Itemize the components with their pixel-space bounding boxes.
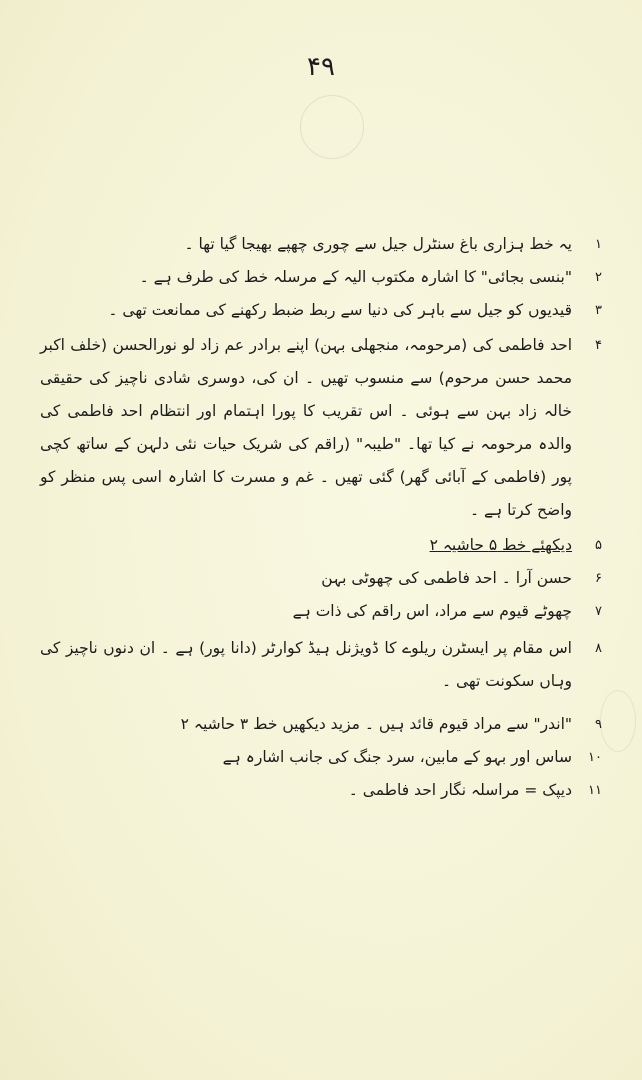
bleed-through-oval — [600, 690, 636, 752]
footnote-text: ساس اور بہو کے مابین، سرد جنگ کی جانب اشارہ ہے — [222, 748, 572, 766]
footnote-text: یہ خط ہزاری باغ سنٹرل جیل سے چوری چھپے بھیجا گیا تھا ۔ — [184, 235, 572, 253]
footnote-number: ۲ — [595, 270, 602, 285]
footnote-text: حسن آرا ۔ احد فاطمی کی چھوٹی بہن — [321, 569, 572, 587]
footnote-number: ۴ — [595, 338, 602, 353]
footnote-number: ۵ — [595, 538, 602, 553]
bleed-through-circle — [300, 95, 364, 159]
footnotes-list — [40, 228, 602, 807]
footnote-8 — [40, 632, 602, 698]
footnote-9 — [40, 708, 602, 741]
footnote-number: ۹ — [595, 717, 602, 732]
footnote-7 — [40, 595, 602, 628]
footnote-text: "بنسی بجائی" کا اشارہ مکتوب الیہ کے مرسلہ خط کی طرف ہے ۔ — [139, 268, 572, 286]
footnote-text: دیکھئے خط ۵ حاشیہ ۲ — [429, 536, 572, 554]
footnote-text: قیدیوں کو جیل سے باہر کی دنیا سے ربط ضبط رکھنے کی ممانعت تھی ۔ — [108, 301, 572, 319]
footnote-number: ۱۰ — [588, 750, 602, 765]
footnote-number: ۷ — [595, 604, 602, 619]
footnote-text: دیپک = مراسلہ نگار احد فاطمی ۔ — [348, 781, 572, 799]
footnote-10 — [40, 741, 602, 774]
footnote-4 — [40, 329, 602, 527]
footnote-text: اس مقام پر ایسٹرن ریلوے کا ڈویژنل ہیڈ کوارٹر (دانا پور) ہے ۔ ان دنوں ناچیز کی وہاں سکونت تھی ۔ — [40, 639, 572, 690]
footnote-text: چھوٹے قیوم سے مراد، اس راقم کی ذات ہے — [292, 602, 572, 620]
footnote-number: ۶ — [595, 571, 602, 586]
footnote-6 — [40, 562, 602, 595]
footnote-text: "اندر" سے مراد قیوم قائد ہیں ۔ مزید دیکھیں خط ۳ حاشیہ ۲ — [180, 715, 572, 733]
footnote-1 — [40, 228, 602, 261]
footnote-text: احد فاطمی کی (مرحومہ، منجھلی بہن) اپنے برادر عم زاد لو نورالحسن (خلف اکبر محمد حسن مرحوم) سے منسوب تھیں ۔ ان کی، دوسری شادی ناچیز کی حقیقی خالہ زاد بہن سے ہوئی ۔ اس تقریب کا پورا اہتمام اور انتظام احد فاطمی کی والدہ مرحومہ نے کیا تھا۔ "طیبہ" (راقم کی شریک حیات نئی دلہن کے ساتھ کچی پور (فاطمی کے آبائی گھر) گئی تھیں ۔ غم و مسرت کا اشارہ اسی پس منظر کو واضح کرتا ہے ۔ — [40, 336, 572, 519]
footnote-3 — [40, 294, 602, 327]
footnote-2 — [40, 261, 602, 294]
footnote-5 — [40, 529, 602, 562]
footnote-number: ۸ — [595, 641, 602, 656]
page-number: ۴۹ — [307, 52, 335, 82]
footnote-number: ۱ — [595, 237, 602, 252]
footnote-number: ۳ — [595, 303, 602, 318]
footnote-number: ۱۱ — [588, 783, 602, 798]
footnote-11 — [40, 774, 602, 807]
